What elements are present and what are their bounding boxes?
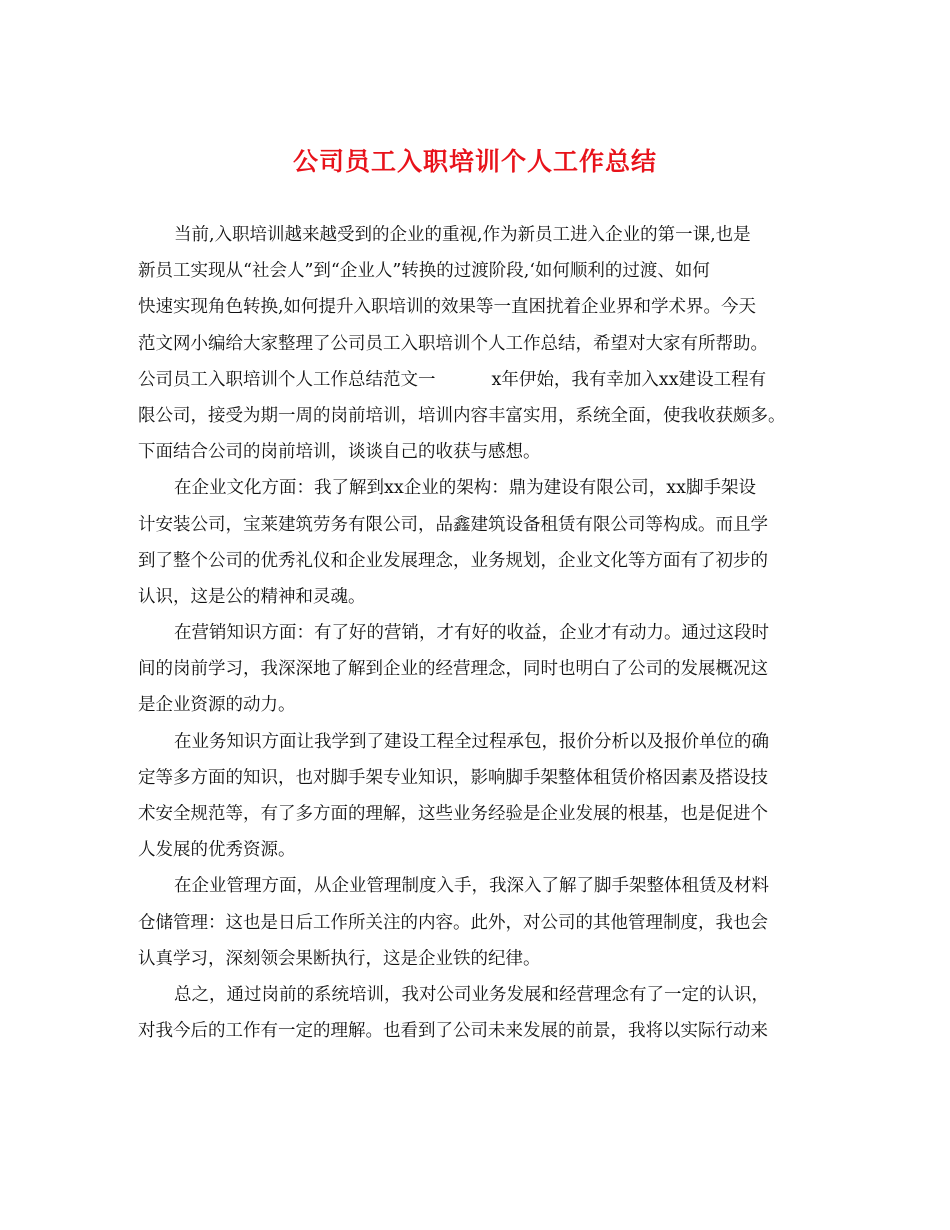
- body-line: 快速实现角色转换,如何提升入职培训的效果等一直困扰着企业界和学术界。今天: [138, 297, 757, 318]
- body-line-fragment: x年伊始，我有幸加入xx建设工程有: [491, 369, 767, 390]
- body-line: 到了整个公司的优秀礼仪和企业发展理念，业务规划，企业文化等方面有了初步的: [138, 550, 768, 571]
- body-line: 认识，这是公的精神和灵魂。: [138, 586, 366, 607]
- body-line: 对我今后的工作有一定的理解。也看到了公司未来发展的前景，我将以实际行动来: [138, 1021, 768, 1042]
- section-subtitle: 公司员工入职培训个人工作总结范文一: [138, 369, 436, 390]
- body-line: 人发展的优秀资源。: [138, 840, 296, 861]
- body-line: 在业务知识方面让我学到了建设工程全过程承包，报价分析以及报价单位的确: [174, 731, 769, 752]
- body-line: 是企业资源的动力。: [138, 695, 296, 716]
- body-line: 计安装公司，宝莱建筑劳务有限公司，品鑫建筑设备租赁有限公司等构成。而且学: [138, 514, 768, 535]
- body-line: 仓储管理：这也是日后工作所关注的内容。此外，对公司的其他管理制度，我也会: [138, 912, 768, 933]
- body-line: 总之，通过岗前的系统培训，我对公司业务发展和经营理念有了一定的认识，: [174, 984, 769, 1005]
- body-line: 术安全规范等，有了多方面的理解，这些业务经验是企业发展的根基，也是促进个: [138, 804, 768, 824]
- document-body: [138, 217, 828, 1049]
- body-line: 下面结合公司的岗前培训，谈谈自己的收获与感想。: [138, 442, 541, 463]
- document-title: 公司员工入职培训个人工作总结: [292, 147, 657, 176]
- body-line: 在企业管理方面，从企业管理制度入手，我深入了解了脚手架整体租赁及材料: [174, 876, 769, 897]
- body-line: 范文网小编给大家整理了公司员工入职培训个人工作总结，希望对大家有所帮助。: [138, 333, 768, 354]
- body-line: 在营销知识方面：有了好的营销，才有好的收益，企业才有动力。通过这段时: [174, 623, 769, 644]
- body-line: 限公司，接受为期一周的岗前培训，培训内容丰富实用，系统全面，使我收获颇多。: [138, 405, 786, 426]
- body-line: 当前,入职培训越来越受到的企业的重视,作为新员工进入企业的第一课,也是: [174, 225, 751, 245]
- body-line: 在企业文化方面：我了解到xx企业的架构：鼎为建设有限公司，xx脚手架设: [174, 478, 756, 499]
- body-line: 间的岗前学习，我深深地了解到企业的经营理念，同时也明白了公司的发展概况这: [138, 659, 768, 680]
- body-line: 认真学习，深刻领会果断执行，这是企业铁的纪律。: [138, 948, 541, 969]
- body-line-with-subtitle: [138, 362, 828, 398]
- body-line: 定等多方面的知识，也对脚手架专业知识，影响脚手架整体租赁价格因素及搭设技: [138, 767, 768, 788]
- body-line: 新员工实现从“社会人”到“企业人”转换的过渡阶段,‘如何顺利的过渡、如何: [138, 261, 710, 282]
